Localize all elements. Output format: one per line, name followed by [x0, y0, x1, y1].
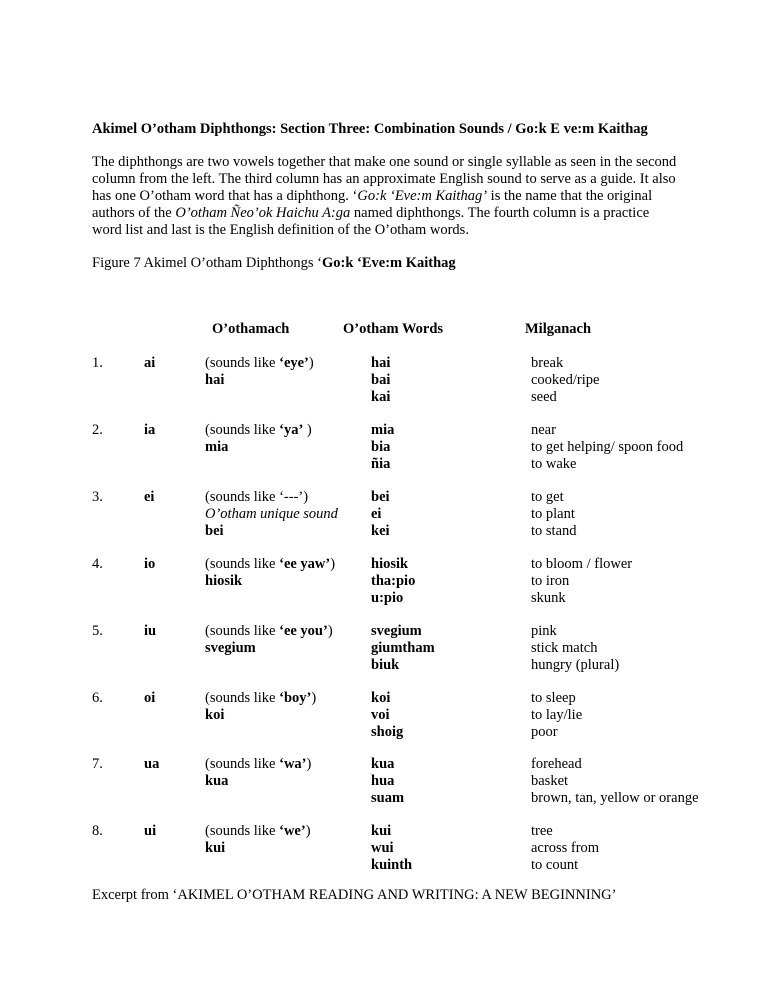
diphthong-row	[92, 756, 712, 807]
sound-close: )	[311, 690, 317, 706]
sound-description	[205, 823, 311, 840]
sound-description	[205, 690, 316, 707]
sound-english: ‘we’	[279, 823, 306, 839]
example-word: hiosik	[205, 572, 243, 589]
unique-sound-note: O’otham unique sound	[205, 505, 338, 522]
intro-text: has one O’otham word that has a diphthong. ‘	[92, 188, 358, 204]
practice-word: hiosik	[371, 556, 409, 572]
sound-english: ‘ee yaw’	[279, 556, 331, 572]
practice-word: giumtham	[371, 639, 435, 656]
definition: to iron	[531, 572, 570, 589]
figure-caption	[92, 255, 456, 272]
example-word: bei	[205, 522, 224, 539]
definition: cooked/ripe	[531, 371, 600, 388]
sound-english: ‘ya’	[279, 422, 304, 438]
practice-word: kua	[371, 756, 395, 772]
row-number: 1.	[92, 355, 103, 371]
diphthong: iu	[144, 623, 157, 639]
definition: to bloom / flower	[531, 556, 633, 572]
definition: basket	[531, 772, 569, 789]
practice-words	[371, 489, 390, 539]
practice-word: kei	[371, 522, 390, 539]
diphthong: oi	[144, 690, 156, 706]
diphthong-row	[92, 823, 712, 874]
practice-words	[371, 422, 394, 472]
column-header-meaning: Milganach	[525, 321, 592, 337]
definition: to get	[531, 489, 564, 505]
practice-word: kai	[371, 388, 391, 405]
diphthong-row	[92, 355, 712, 406]
sound-open: (sounds like	[205, 823, 280, 839]
row-number: 7.	[92, 756, 103, 772]
example-word: kua	[205, 772, 229, 789]
column-header-sound: O’othamach	[212, 321, 290, 337]
practice-word: biuk	[371, 656, 400, 673]
practice-word: voi	[371, 706, 390, 723]
sound-english: ‘boy’	[279, 690, 312, 706]
practice-word: suam	[371, 789, 405, 806]
definition: to stand	[531, 522, 577, 539]
definitions	[531, 690, 582, 740]
example-word: koi	[205, 706, 225, 723]
definition: tree	[531, 823, 553, 839]
practice-word: ei	[371, 505, 382, 522]
sound-close: )	[308, 355, 314, 371]
sound-close: )	[330, 556, 336, 572]
intro-line: The diphthongs are two vowels together that make one sound or single syllable as seen in the second	[92, 154, 677, 170]
sound-open: (sounds like	[205, 422, 280, 438]
practice-word: hai	[371, 355, 391, 371]
definition: to sleep	[531, 690, 576, 706]
definition: to wake	[531, 455, 577, 472]
practice-word: svegium	[371, 623, 422, 639]
sound-guide	[205, 623, 333, 657]
practice-words	[371, 556, 415, 606]
definition: seed	[531, 388, 557, 405]
diphthong: ai	[144, 355, 156, 371]
diphthong-row	[92, 690, 712, 741]
sound-english: ‘wa’	[279, 756, 307, 772]
sound-guide	[205, 823, 311, 857]
example-word: svegium	[205, 639, 256, 656]
document-title: Akimel O’otham Diphthongs: Section Three: Combination Sounds / Go:k E ve:m Kaithag	[92, 121, 648, 137]
practice-words	[371, 756, 404, 806]
definitions	[531, 422, 683, 472]
definition: to plant	[531, 505, 575, 522]
practice-word: tha:pio	[371, 572, 416, 589]
intro-line	[92, 205, 712, 222]
example-word: kui	[205, 839, 226, 856]
figure-caption-bold: Go:k ‘Eve:m Kaithag	[321, 255, 456, 271]
example-word: hai	[205, 371, 225, 388]
definition: forehead	[531, 756, 582, 772]
sound-open: (sounds like	[205, 556, 280, 572]
definition: stick match	[531, 639, 598, 656]
row-number: 3.	[92, 489, 103, 505]
definition: to lay/lie	[531, 706, 583, 723]
row-number: 5.	[92, 623, 103, 639]
intro-line	[92, 188, 712, 205]
definitions	[531, 756, 699, 806]
intro-text: named diphthongs. The fourth column is a practice	[350, 205, 650, 221]
sound-close: )	[306, 756, 312, 772]
intro-line: word list and last is the English definition of the O’otham words.	[92, 222, 469, 238]
row-number: 8.	[92, 823, 103, 839]
intro-italic-title: O’otham Ñeo’ok Haichu A:ga	[175, 205, 351, 221]
practice-word: koi	[371, 690, 391, 706]
sound-description	[205, 623, 333, 640]
sound-close: )	[303, 422, 312, 438]
practice-word: bei	[371, 489, 390, 505]
row-number: 2.	[92, 422, 103, 438]
sound-english: ‘ee you’	[279, 623, 328, 639]
practice-word: wui	[371, 839, 394, 856]
sound-english: ‘eye’	[279, 355, 309, 371]
diphthong-row	[92, 422, 712, 473]
intro-italic-term: Go:k ‘Eve:m Kaithag’	[357, 188, 488, 204]
diphthong: io	[144, 556, 156, 572]
definition: poor	[531, 723, 558, 740]
definitions	[531, 623, 619, 673]
practice-word: hua	[371, 772, 395, 789]
sound-open: (sounds like	[205, 690, 280, 706]
sound-open: (sounds like ‘---’)	[205, 489, 309, 505]
sound-description	[205, 422, 312, 439]
practice-words	[371, 355, 390, 405]
practice-words	[371, 623, 435, 673]
definition: skunk	[531, 589, 566, 606]
figure-caption-text: Figure 7 Akimel O’otham Diphthongs ‘	[92, 255, 322, 271]
practice-word: kui	[371, 823, 392, 839]
definitions	[531, 823, 599, 873]
row-number: 4.	[92, 556, 103, 572]
practice-word: shoig	[371, 723, 404, 740]
practice-words	[371, 823, 412, 873]
sound-guide	[205, 489, 338, 539]
definition: pink	[531, 623, 557, 639]
intro-text: is the name that the original	[487, 188, 653, 204]
definitions	[531, 556, 632, 606]
sound-open: (sounds like	[205, 623, 280, 639]
sound-description	[205, 355, 314, 372]
practice-word: ñia	[371, 455, 391, 472]
diphthong-row	[92, 489, 712, 540]
sound-description	[205, 756, 311, 773]
practice-words	[371, 690, 403, 740]
practice-word: bai	[371, 371, 391, 388]
diphthong: ua	[144, 756, 160, 772]
definition: hungry (plural)	[531, 656, 620, 673]
definition: brown, tan, yellow or orange	[531, 789, 699, 806]
sound-guide	[205, 756, 311, 790]
intro-text: authors of the	[92, 205, 176, 221]
practice-word: bia	[371, 438, 391, 455]
column-header-words: O’otham Words	[343, 321, 444, 337]
diphthong-row	[92, 623, 712, 674]
intro-paragraph	[92, 154, 712, 239]
sound-open: (sounds like	[205, 756, 280, 772]
sound-description	[205, 489, 338, 506]
intro-line: column from the left. The third column has an approximate English sound to serve as a guide. It also	[92, 171, 676, 187]
practice-word: u:pio	[371, 589, 404, 606]
excerpt-source: Excerpt from ‘AKIMEL O’OTHAM READING AND WRITING: A NEW BEGINNING’	[92, 887, 617, 903]
practice-word: mia	[371, 422, 395, 438]
sound-guide	[205, 690, 316, 724]
diphthong-row	[92, 556, 712, 607]
sound-guide	[205, 422, 312, 456]
definition: to get helping/ spoon food	[531, 438, 684, 455]
practice-word: kuinth	[371, 856, 413, 873]
example-word: mia	[205, 438, 229, 455]
sound-description	[205, 556, 335, 573]
sound-open: (sounds like	[205, 355, 280, 371]
definitions	[531, 355, 599, 405]
definition: across from	[531, 839, 600, 856]
definition: to count	[531, 856, 579, 873]
sound-close: )	[327, 623, 333, 639]
row-number: 6.	[92, 690, 103, 706]
definition: near	[531, 422, 556, 438]
diphthong: ia	[144, 422, 156, 438]
diphthong: ui	[144, 823, 157, 839]
sound-guide	[205, 355, 314, 389]
definition: break	[531, 355, 564, 371]
diphthong: ei	[144, 489, 155, 505]
definitions	[531, 489, 577, 539]
sound-close: )	[305, 823, 311, 839]
sound-guide	[205, 556, 335, 590]
